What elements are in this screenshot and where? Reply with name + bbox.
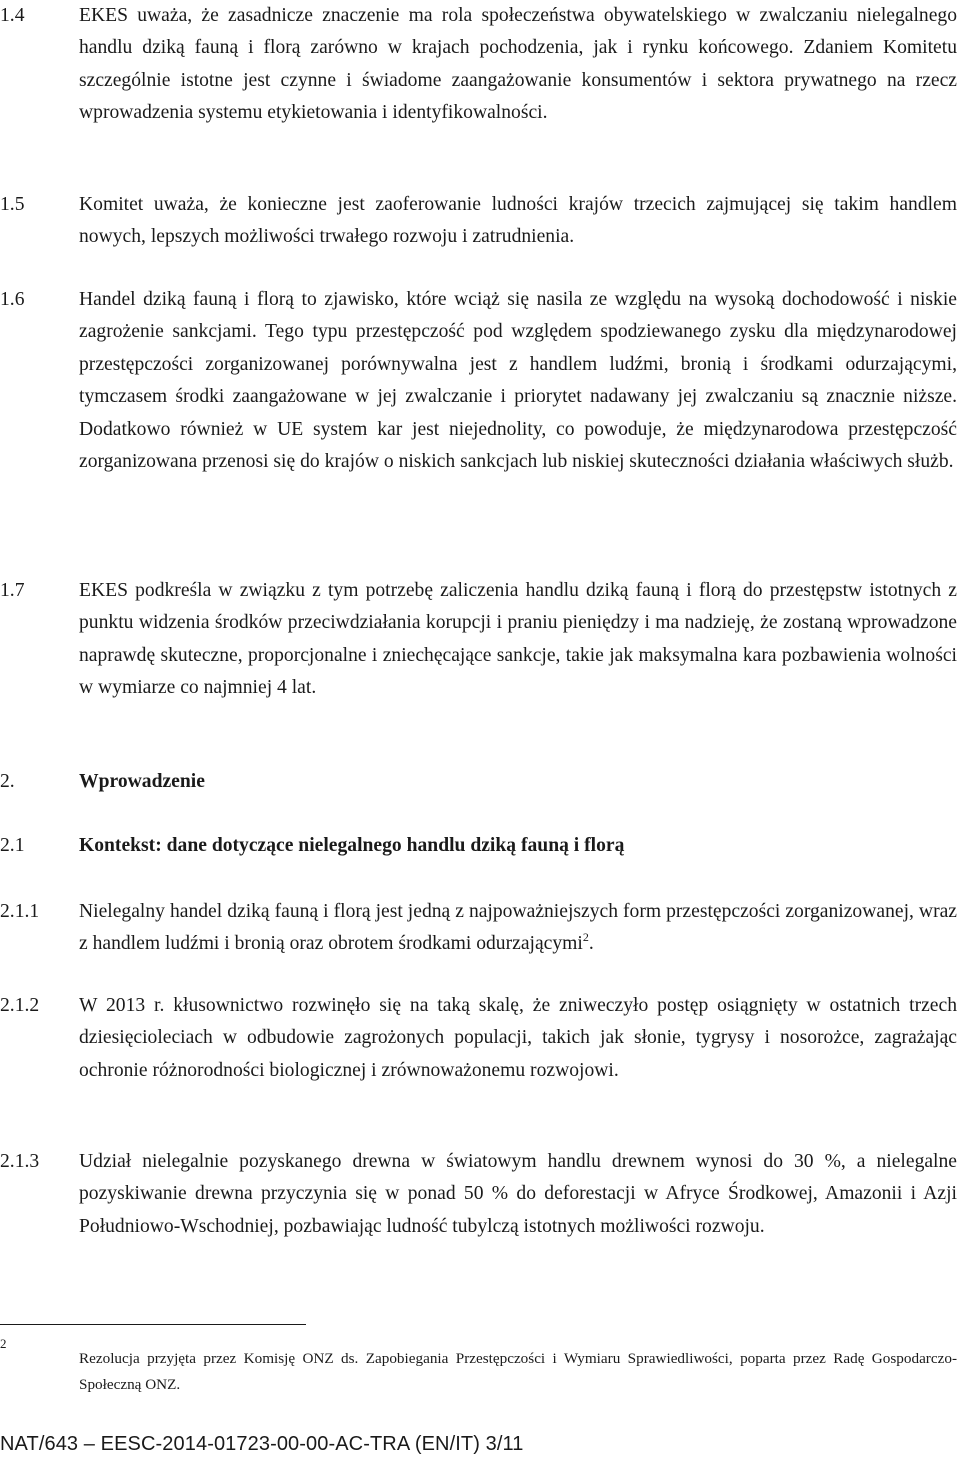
paragraph-text [79, 896, 957, 961]
paragraph-body: Nielegalny handel dziką fauną i florą jest jedną z najpoważniejszych form przestępczości zorganizowanej, wraz z handlem ludźmi i bronią oraz obrotem środkami odurzającymi [79, 901, 957, 955]
paragraph-text: Handel dziką fauną i florą to zjawisko, które wciąż się nasila ze względu na wysoką dochodowość i niskie zagrożenie sankcjami. Tego typu przestępczość pod względem spodziewanego zysku dla międzynarodowej przestępczości zorganizowanej porównywalna jest z handlem ludźmi, bronią i środkami odurzającymi, tymczasem środki zaangażowane w jej zwalczanie i priorytet nadawany jej zwalczaniu są znacznie niższe. Dodatkowo również w UE system kar jest niejednolity, co powoduje, że międzynarodowa przestępczość zorganizowana przenosi się do krajów o niskich sankcjach lub niskiej skuteczności działania właściwych służb. [79, 289, 957, 473]
section-title: Wprowadzenie [79, 771, 205, 792]
paragraph-2-1-3 [0, 1146, 960, 1243]
footnote-reference: 2 [582, 930, 589, 945]
subsection-title: Kontekst: dane dotyczące nielegalnego handlu dziką fauną i florą [79, 835, 625, 856]
paragraph-text: Komitet uważa, że konieczne jest zaoferowanie ludności krajów trzecich zajmującej się takim handlem nowych, lepszych możliwości trwałego rozwoju i zatrudnienia. [79, 194, 957, 248]
subsection-heading [0, 830, 960, 862]
paragraph-number: 1.7 [0, 580, 25, 601]
subsection-number: 2.1 [0, 835, 25, 856]
paragraph-1-5 [0, 189, 960, 254]
paragraph-1-6 [0, 284, 960, 478]
paragraph-2-1-2 [0, 990, 960, 1087]
paragraph-number: 1.4 [0, 5, 25, 26]
section-number: 2. [0, 771, 15, 792]
footnote-text: Rezolucja przyjęta przez Komisję ONZ ds. Zapobiegania Przestępczości i Wymiaru Sprawiedliwości, poparta przez Radę Gospodarczo-Społeczną ONZ. [79, 1350, 957, 1393]
paragraph-number: 1.5 [0, 194, 25, 215]
paragraph-number: 1.6 [0, 289, 25, 310]
paragraph-number: 2.1.3 [0, 1151, 40, 1172]
paragraph-tail: . [588, 933, 594, 955]
footnote-divider [0, 1324, 306, 1325]
paragraph-number: 2.1.1 [0, 901, 40, 922]
paragraph-1-4 [0, 0, 960, 130]
paragraph-text: W 2013 r. kłusownictwo rozwinęło się na taką skalę, że zniweczyło postęp osiągnięty w ostatnich trzech dziesięcioleciach w odbudowie zagrożonych populacji, takich jak słonie, tygrysy i nosorożce, zagrażając ochronie różnorodności biologicznej i zrównoważonemu rozwojowi. [79, 995, 957, 1081]
paragraph-text: EKES uważa, że zasadnicze znaczenie ma rola społeczeństwa obywatelskiego w zwalczaniu nielegalnego handlu dziką fauną i florą zarówno w krajach pochodzenia, jak i rynku końcowego. Zdaniem Komitetu szczególnie istotne jest czynne i świadome zaangażowanie konsumentów i sektora prywatnego na rzecz wprowadzenia systemu etykietowania i identyfikowalności. [79, 5, 957, 124]
paragraph-text: Udział nielegalnie pozyskanego drewna w światowym handlu drewnem wynosi do 30 %, a nielegalne pozyskiwanie drewna przyczynia się w ponad 50 % do deforestacji w Afryce Środkowej, Amazonii i Azji Południowo-Wschodniej, pozbawiając ludność tubylczą istotnych możliwości rozwoju. [79, 1151, 957, 1237]
footnote-mark: 2 [0, 1336, 7, 1351]
section-heading [0, 766, 960, 798]
paragraph-2-1-1 [0, 896, 960, 961]
document-reference-footer: NAT/643 – EESC-2014-01723-00-00-AC-TRA (EN/IT) 3/11 [0, 1433, 524, 1455]
paragraph-1-7 [0, 575, 960, 705]
paragraph-text: EKES podkreśla w związku z tym potrzebę zaliczenia handlu dziką fauną i florą do przestępstw istotnych z punktu widzenia środków przeciwdziałania korupcji i praniu pieniędzy i ma nadzieję, że zostaną wprowadzone naprawdę skuteczne, proporcjonalne i zniechęcające sankcje, takie jak maksymalna kara pozbawienia wolności w wymiarze co najmniej 4 lat. [79, 580, 957, 699]
paragraph-number: 2.1.2 [0, 995, 40, 1016]
